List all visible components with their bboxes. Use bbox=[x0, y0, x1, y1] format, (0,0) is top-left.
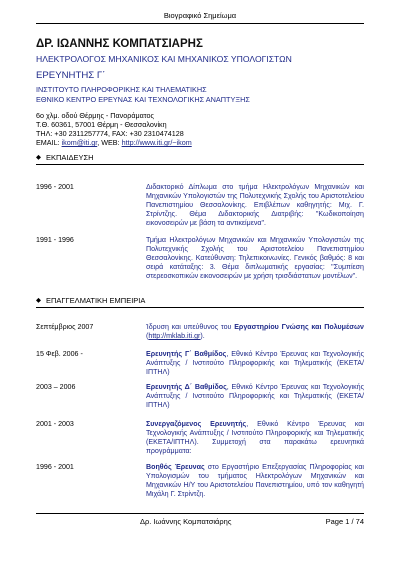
entry-date: Σεπτέμβριος 2007 bbox=[36, 323, 94, 331]
address-line-2: Τ.Θ. 60361, 57001 Θέρμη - Θεσσαλονίκη bbox=[36, 120, 167, 129]
entry-date: 2003 – 2006 bbox=[36, 383, 76, 391]
education-heading: ΕΚΠΑΙΔΕΥΣΗ bbox=[46, 153, 94, 162]
person-name: ΔΡ. ΙΩΑΝΝΗΣ ΚΟΜΠΑΤΣΙΑΡΗΣ bbox=[36, 38, 203, 50]
position-title: Βοηθός Έρευνας bbox=[146, 463, 205, 471]
person-rank: ΕΡΕΥΝΗΤΗΣ Γ΄ bbox=[36, 70, 106, 81]
page-number: Page 1 / 74 bbox=[325, 517, 364, 526]
diamond-bullet-icon: ◆ bbox=[36, 154, 41, 161]
position-title: Ερευνητής Γ΄ Βαθμίδος bbox=[146, 350, 227, 358]
phone-fax: ΤΗΛ: +30 2311257774, FAX: +30 2310474128 bbox=[36, 129, 184, 138]
web-label: , WEB: bbox=[97, 138, 122, 147]
position-title: Συνεργαζόμενος Ερευνητής bbox=[146, 420, 247, 428]
diamond-bullet-icon: ◆ bbox=[36, 297, 41, 304]
entry-description: Βοηθός Έρευνας στο Εργαστήριο Επεξεργασίας Πληροφορίας και Υπολογισμών του τμήματος Ηλεκτρολόγων Μηχανικών και Μηχανικών Η/Υ του Αριστοτελείου Πανεπιστημίου, υπό τον καθηγητή Μιχάλη Γ. Στρίντζη. bbox=[146, 463, 365, 499]
header-rule bbox=[36, 23, 364, 24]
entry-description: Ερευνητής Γ΄ Βαθμίδος, Εθνικό Κέντρο Έρευνας και Τεχνολογικής Ανάπτυξης / Ινστιτούτο Πληροφορικής και Τηλεματικής (ΕΚΕΤΑ/ΙΠΤΗΛ) bbox=[146, 350, 365, 377]
person-institute: ΙΝΣΤΙΤΟΥΤΟ ΠΛΗΡΟΦΟΡΙΚΗΣ ΚΑΙ ΤΗΛΕΜΑΤΙΚΗΣ bbox=[36, 85, 207, 94]
entry-description: Συνεργαζόμενος Ερευνητής, Εθνικό Κέντρο Έρευνας και Τεχνολογικής Ανάπτυξης / Ινστιτούτο Πληροφορικής και Τηλεματικής (ΕΚΕΤΑ/ΙΠΤΗΛ). Συμμετοχή στα παρακάτω ερευνητικά προγράμματα: bbox=[146, 420, 364, 456]
email-label: EMAIL: bbox=[36, 138, 62, 147]
address-line-1: 6ο χλμ. οδού Θέρμης - Πανοράματος bbox=[36, 111, 154, 120]
web-link[interactable]: http://www.iti.gr/~ikom bbox=[121, 138, 192, 147]
entry-date: 1996 - 2001 bbox=[36, 463, 74, 471]
footer-name: Δρ. Ιωάννης Κομπατσιάρης bbox=[140, 517, 232, 526]
footer-rule bbox=[36, 513, 364, 514]
entry-description: Διδακτορικό Δίπλωμα στο τμήμα Ηλεκτρολόγων Μηχανικών και Μηχανικών Υπολογιστών της Πολυτεχνικής Σχολής του Αριστοτελείου Πανεπιστημίου Θεσσαλονίκης. Επιβλέπων καθηγητής: Μιχ. Γ. Στρίντζης. Θέμα Διδακτορικής Διατριβής: "Κωδικοποίηση εικονοσειρών με βάση τα αντικείμενα". bbox=[146, 183, 364, 228]
email-web-line bbox=[36, 138, 192, 147]
entry-date: 1996 - 2001 bbox=[36, 183, 74, 191]
experience-heading: ΕΠΑΓΓΕΛΜΑΤΙΚΗ ΕΜΠΕΙΡΙΑ bbox=[46, 296, 146, 305]
entry-date: 1991 - 1996 bbox=[36, 236, 74, 244]
lab-link[interactable]: http://mklab.iti.gr bbox=[148, 332, 201, 341]
running-header: Βιογραφικό Σημείωμα bbox=[163, 11, 237, 20]
entry-description: Ερευνητής Δ΄ Βαθμίδος, Εθνικό Κέντρο Έρευνας και Τεχνολογικής Ανάπτυξης / Ινστιτούτο Πληροφορικής και Τηλεματικής (ΕΚΕΤΑ/ΙΠΤΗΛ) bbox=[146, 383, 364, 410]
entry-description: Τμήμα Ηλεκτρολόγων Μηχανικών και Μηχανικών Υπολογιστών της Πολυτεχνικής Σχολής του Αριστοτελείου Πανεπιστημίου Θεσσαλονίκης. Κατεύθυνση: Τηλεπικοινωνίες. Γενικός βαθμός: 8 και σειρά κατάταξης: 3. Θέμα διπλωματικής εργασίας: "Συμπίεση στερεοσκοπικών εικονοσειρών με χρήση τρισδιάστατων μοντέλων". bbox=[146, 236, 364, 281]
lab-name: Εργαστηρίου Γνώσης και Πολυμέσων bbox=[234, 323, 364, 331]
person-centre: ΕΘΝΙΚΟ ΚΕΝΤΡΟ ΕΡΕΥΝΑΣ ΚΑΙ ΤΕΧΝΟΛΟΓΙΚΗΣ ΑΝΑΠΤΥΞΗΣ bbox=[36, 95, 250, 104]
section-rule bbox=[36, 307, 364, 308]
person-profession: ΗΛΕΚΤΡΟΛΟΓΟΣ ΜΗΧΑΝΙΚΟΣ ΚΑΙ ΜΗΧΑΝΙΚΟΣ ΥΠΟΛΟΓΙΣΤΩΝ bbox=[36, 54, 292, 64]
email-link[interactable]: ikom@iti.gr bbox=[61, 138, 98, 147]
section-rule bbox=[36, 164, 364, 165]
position-title: Ερευνητής Δ΄ Βαθμίδος bbox=[146, 383, 227, 391]
entry-date: 15 Φεβ. 2006 - bbox=[36, 350, 83, 358]
entry-date: 2001 - 2003 bbox=[36, 420, 74, 428]
entry-description: Ίδρυση και υπεύθυνος του Εργαστηρίου Γνώσης και Πολυμέσων (http://mklab.iti.gr). bbox=[146, 323, 364, 341]
